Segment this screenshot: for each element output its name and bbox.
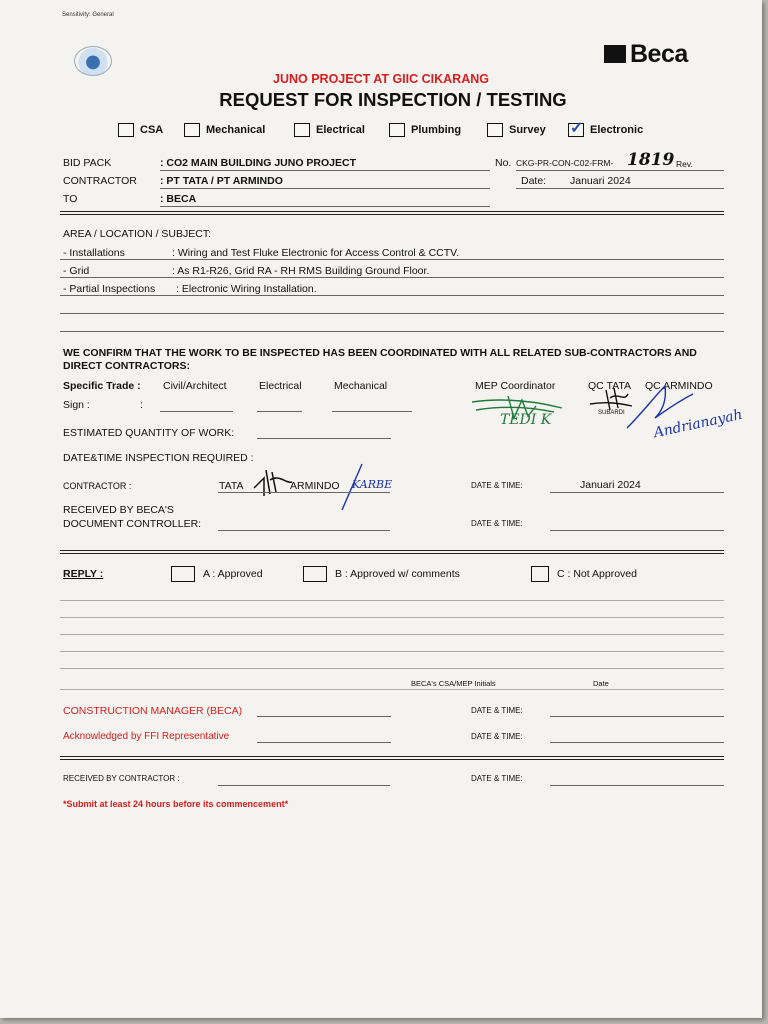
coordination-statement: WE CONFIRM THAT THE WORK TO BE INSPECTED HAS BEEN COORDINATED WITH ALL RELATED SUB-CONTRACTORS AND DIRECT CONTRACTORS: <box>63 347 697 372</box>
ffi-acknowledged-label: Acknowledged by FFI Representative <box>63 731 230 742</box>
project-name: JUNO PROJECT AT GIIC CIKARANG <box>273 72 489 86</box>
grid-value: : As R1-R26, Grid RA - RH RMS Building Ground Floor. <box>172 265 430 277</box>
checkmark-icon: ✓ <box>570 120 584 137</box>
installations-value: : Wiring and Test Fluke Electronic for Access Control & CCTV. <box>172 247 460 259</box>
reply-checkbox[interactable] <box>531 566 549 582</box>
qc-tata-signature: SUBARDI <box>588 384 638 420</box>
contractor-date-time-label: DATE & TIME: <box>471 481 523 490</box>
doc-no-handwritten: 1819 <box>627 150 675 170</box>
construction-manager-label: CONSTRUCTION MANAGER (BECA) <box>63 705 243 717</box>
reply-option-approved[interactable]: A : Approved <box>171 566 263 582</box>
received-date-time-label: DATE & TIME: <box>471 519 523 528</box>
reply-checkbox[interactable] <box>171 566 195 582</box>
checkbox-plumbing[interactable]: Plumbing <box>389 123 461 137</box>
partial-inspections-label: - Partial Inspections <box>63 283 156 295</box>
contractor-label: CONTRACTOR <box>63 175 137 187</box>
contractor-date-time-value: Januari 2024 <box>580 479 641 491</box>
beca-wordmark: Beca <box>630 40 688 68</box>
doc-no-label: No. <box>495 157 512 169</box>
trade-civil: Civil/Architect <box>163 380 227 392</box>
to-label: TO <box>63 193 78 205</box>
trade-electrical: Electrical <box>259 380 302 392</box>
bid-pack-value: : CO2 MAIN BUILDING JUNO PROJECT <box>160 157 357 169</box>
received-by-contractor-label: RECEIVED BY CONTRACTOR : <box>63 774 180 783</box>
area-heading: AREA / LOCATION / SUBJECT: <box>63 228 212 240</box>
checkbox-box[interactable] <box>294 123 310 137</box>
checkbox-box[interactable] <box>118 123 134 137</box>
qc-tata-label: QC TATA <box>588 380 631 392</box>
contractor-tata: TATA <box>219 480 244 492</box>
contractor-sign-label: CONTRACTOR : <box>63 481 132 491</box>
doc-no-value: CKG-PR-CON-C02-FRM- <box>516 158 614 168</box>
checkbox-box[interactable] <box>184 123 200 137</box>
checkbox-box-checked[interactable] <box>568 120 584 137</box>
reply-label: REPLY : <box>63 568 104 580</box>
cm-date-time-label: DATE & TIME: <box>471 706 523 715</box>
rev-label: Rev. <box>676 159 693 169</box>
form-title: REQUEST FOR INSPECTION / TESTING <box>219 89 567 110</box>
checkbox-box[interactable] <box>487 123 503 137</box>
date-label: Date: <box>521 175 547 187</box>
beca-logo <box>604 40 688 69</box>
reply-checkbox[interactable] <box>303 566 327 582</box>
sensitivity-label: Sensitivity: General <box>62 12 114 18</box>
checkbox-box[interactable] <box>389 123 405 137</box>
received-beca-label-1: RECEIVED BY BECA'S <box>63 504 174 516</box>
contractor-armindo-signature: KARBE <box>338 462 408 512</box>
checkbox-electrical[interactable]: Electrical <box>294 123 365 137</box>
specific-trade-label: Specific Trade : <box>63 380 141 392</box>
date-value: Januari 2024 <box>570 175 631 187</box>
contractor-value: : PT TATA / PT ARMINDO <box>160 175 283 187</box>
reply-option-not-approved[interactable]: C : Not Approved <box>531 566 637 582</box>
checkbox-electronic[interactable]: ✓ Electronic <box>570 120 644 137</box>
sign-colon: : <box>140 399 143 411</box>
mep-signature: TEDI K <box>470 388 565 428</box>
beca-initials-label: BECA's CSA/MEP Initials <box>411 679 496 688</box>
to-value: : BECA <box>160 193 197 205</box>
mep-coordinator-label: MEP Coordinator <box>475 380 556 392</box>
installations-label: - Installations <box>63 247 125 259</box>
received-beca-label-2: DOCUMENT CONTROLLER: <box>63 518 202 530</box>
received-date-time-label-2: DATE & TIME: <box>471 774 523 783</box>
contractor-armindo: ARMINDO <box>290 480 340 492</box>
estimated-quantity-label: ESTIMATED QUANTITY OF WORK: <box>63 427 235 439</box>
sign-label: Sign : <box>63 399 90 411</box>
qc-armindo-signature: Andrianayah <box>625 382 755 438</box>
grid-label: - Grid <box>63 265 90 277</box>
bid-pack-label: BID PACK <box>63 157 112 169</box>
beca-initials-date-label: Date <box>593 679 609 688</box>
ffi-date-time-label: DATE & TIME: <box>471 732 523 741</box>
reply-option-approved-with-comments[interactable]: B : Approved w/ comments <box>303 566 460 582</box>
qc-armindo-label: QC ARMINDO <box>645 380 713 392</box>
partial-inspections-value: : Electronic Wiring Installation. <box>176 283 317 295</box>
checkbox-mechanical[interactable]: Mechanical <box>184 123 265 137</box>
submission-note: *Submit at least 24 hours before its commencement* <box>63 799 289 809</box>
trade-mechanical: Mechanical <box>334 380 388 392</box>
beca-mark-icon <box>604 45 626 63</box>
date-time-required-label: DATE&TIME INSPECTION REQUIRED : <box>63 452 254 464</box>
checkbox-survey[interactable]: Survey <box>487 123 546 137</box>
checkbox-csa[interactable]: CSA <box>118 123 163 137</box>
